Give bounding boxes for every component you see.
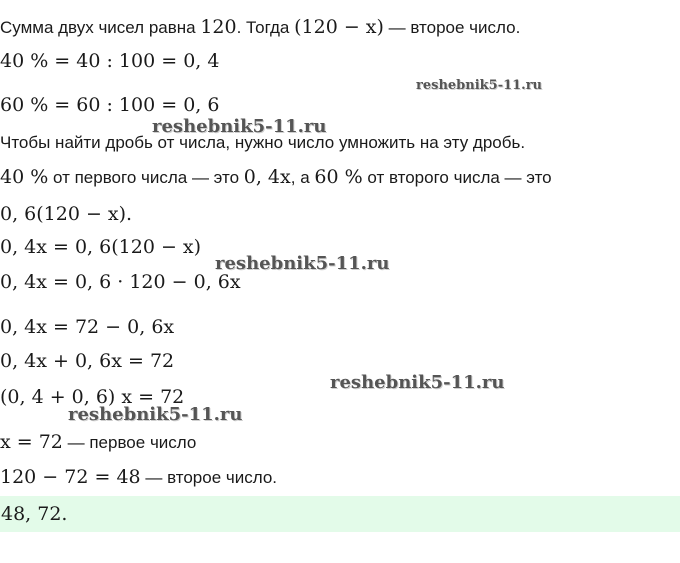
watermark: reshebnik5-11.ru <box>215 253 390 274</box>
text-fragment: . Тогда <box>236 18 295 37</box>
equation-step-3: 0, 4x = 72 − 0, 6x <box>0 316 175 338</box>
text-fragment: , а <box>290 168 315 187</box>
answer-text: 48, 72. <box>1 503 68 525</box>
math-percent: 40 % <box>0 166 49 188</box>
watermark: reshebnik5-11.ru <box>416 78 543 93</box>
math-expression: x = 72 <box>0 431 63 453</box>
math-expression: 0, 4x <box>243 166 291 188</box>
text-line-rule: Чтобы найти дробь от числа, нужно число умножить на эту дробь. <box>0 133 526 152</box>
text-line-sum <box>0 16 520 38</box>
math-line-second-part: 0, 6(120 − x). <box>0 203 133 225</box>
equation-step-2: 0, 4x = 0, 6 · 120 − 0, 6x <box>0 271 241 293</box>
math-expression: 120 − 72 = 48 <box>0 466 141 488</box>
equation-step-1: 0, 4x = 0, 6(120 − x) <box>0 236 202 258</box>
text-fragment: — второе число. <box>140 468 278 487</box>
text-fragment: Сумма двух чисел равна <box>0 18 201 37</box>
watermark: reshebnik5-11.ru <box>68 404 243 425</box>
math-number: 120 <box>200 16 237 38</box>
text-line-first-number <box>0 431 196 453</box>
equation-step-5: (0, 4 + 0, 6) x = 72 <box>0 386 185 408</box>
text-fragment: — второе число. <box>383 18 521 37</box>
watermark: reshebnik5-11.ru <box>330 372 505 393</box>
text-line-second-number <box>0 466 277 488</box>
math-percent: 60 % <box>314 166 363 188</box>
equation-60-percent: 60 % = 60 : 100 = 0, 6 <box>0 94 220 116</box>
watermark: reshebnik5-11.ru <box>152 116 327 137</box>
equation-40-percent: 40 % = 40 : 100 = 0, 4 <box>0 50 220 72</box>
text-fragment: от первого числа — это <box>48 168 244 187</box>
equation-step-4: 0, 4x + 0, 6x = 72 <box>0 350 175 372</box>
text-line-fractions <box>0 166 552 188</box>
text-fragment: от второго числа — это <box>362 168 552 187</box>
text-fragment: — первое число <box>62 433 197 452</box>
answer-box <box>0 496 680 532</box>
math-expression: (120 − x) <box>294 16 384 38</box>
